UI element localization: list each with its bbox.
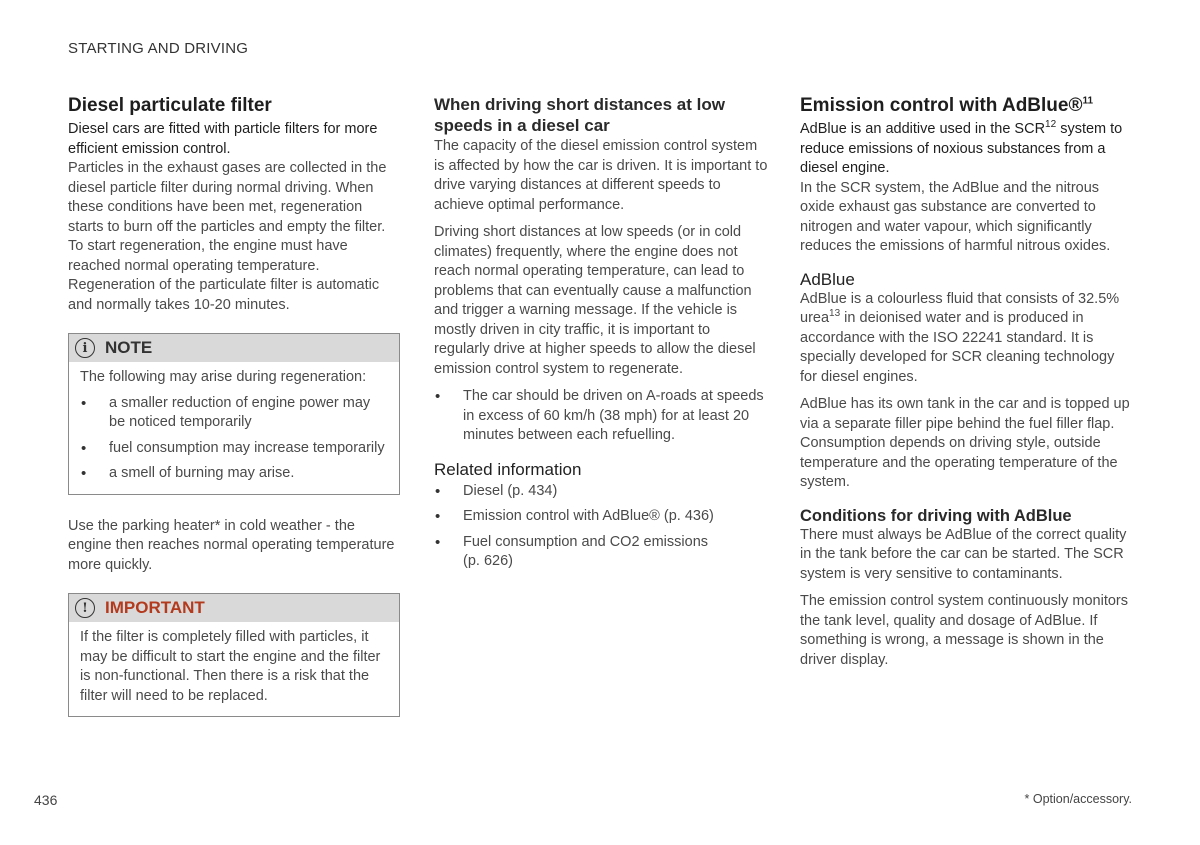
related-links-list	[434, 482, 768, 572]
note-body	[69, 362, 399, 494]
heading-related-information: Related information	[434, 459, 582, 479]
important-body	[69, 622, 399, 716]
heading-conditions: Conditions for driving with AdBlue	[800, 506, 1072, 525]
note-intro: The following may arise during regeneration:	[80, 369, 367, 385]
list-item: • a smaller reduction of engine power may be noticed temporarily	[80, 394, 389, 433]
lead-text: AdBlue is an additive used in the SCR	[800, 121, 1046, 137]
heading-diesel-particulate-filter: Diesel particulate filter	[68, 95, 272, 116]
paragraph	[800, 290, 1132, 388]
heading-short-distances: When driving short distances at low speeds in a diesel car	[434, 95, 725, 135]
section-header: STARTING AND DRIVING	[68, 40, 249, 57]
warning-icon: !	[75, 598, 95, 618]
list-item: • The car should be driven on A-roads at speeds in excess of 60 km/h (38 mph) for at least 20 minutes between each refuelling.	[434, 387, 768, 446]
note-title: NOTE	[105, 338, 153, 357]
important-box-header	[69, 594, 399, 622]
footnote-ref: 12	[1045, 119, 1057, 131]
paragraph: The capacity of the diesel emission control system is affected by how the car is driven. It is important to drive varying distances at different speeds to achieve optimal performance.	[434, 138, 768, 213]
paragraph: Driving short distances at low speeds (or in cold climates) frequently, where the engine does not reach normal operating temperature, can lead to problems that can eventually cause a malfunction and trigger a warning message. If the vehicle is mostly driven in city traffic, it is important to regularly drive at higher speeds to allow the diesel emission control system to regenerate.	[434, 224, 756, 377]
important-text: If the filter is completely filled with particles, it may be difficult to start the engine and the filter is non-functional. Then there is a risk that the filter will need to be replaced.	[80, 629, 381, 704]
important-box	[68, 593, 400, 717]
info-icon: i	[75, 338, 95, 358]
footnote-ref: 11	[1082, 95, 1094, 107]
column-middle	[434, 94, 768, 578]
column-right	[800, 94, 1132, 670]
lead-paragraph	[800, 120, 1132, 179]
related-link[interactable]: • Emission control with AdBlue® (p. 436)	[434, 507, 768, 527]
paragraph: The emission control system continuously monitors the tank level, quality and dosage of AdBlue. If something is wrong, a message is shown in the driver display.	[800, 593, 1128, 668]
important-title: IMPORTANT	[105, 598, 205, 617]
heading-text: Emission control with AdBlue®	[800, 95, 1083, 116]
body-paragraph: Particles in the exhaust gases are collected in the diesel particle filter during normal driving. When these conditions have been met, regeneration starts to burn off the particles and empty the filter. To start regeneration, the engine must have reached normal operating temperature. Regeneration of the particulate filter is automatic and normally takes 10-20 minutes.	[68, 160, 387, 313]
paragraph: There must always be AdBlue of the correct quality in the tank before the car can be started. The SCR system is very sensitive to contaminants.	[800, 526, 1127, 582]
list-item: • a smell of burning may arise.	[80, 464, 389, 484]
paragraph: AdBlue has its own tank in the car and is topped up via a separate filler pipe behind the fuel filler flap. Consumption depends on driving style, outside temperature and the operating temperature of the system.	[800, 396, 1130, 490]
lead-paragraph: Diesel cars are fitted with particle filters for more efficient emission control.	[68, 121, 378, 157]
paragraph-text: AdBlue is a colourless fluid that consists of 32.5% urea	[800, 290, 1120, 326]
list-item: • fuel consumption may increase temporarily	[80, 439, 389, 459]
driving-advice-list	[434, 387, 768, 446]
body-paragraph: In the SCR system, the AdBlue and the nitrous oxide exhaust gas substance are converted to nitrogen and water vapour, which significantly reduces the emissions of harmful nitrous oxides.	[800, 179, 1111, 254]
page-number: 436	[34, 792, 58, 808]
heading-adblue: AdBlue	[800, 269, 855, 289]
parking-heater-paragraph: Use the parking heater* in cold weather - the engine then reaches normal operating temperature more quickly.	[68, 517, 395, 573]
footer-note: * Option/accessory.	[1024, 792, 1132, 806]
heading-emission-control	[800, 94, 1132, 118]
paragraph-text: in deionised water and is produced in accordance with the ISO 22241 standard. It is specially developed for SCR cleaning technology for diesel engines.	[800, 310, 1115, 385]
footnote-ref: 13	[829, 308, 841, 320]
column-left	[68, 94, 400, 717]
lead-text: system to reduce emissions of noxious substances from a diesel engine.	[800, 121, 1123, 176]
note-list	[80, 394, 389, 484]
note-box	[68, 333, 400, 495]
note-box-header	[69, 334, 399, 362]
related-link[interactable]: • Fuel consumption and CO2 emissions (p. 626)	[434, 533, 768, 572]
related-link[interactable]: • Diesel (p. 434)	[434, 482, 768, 502]
